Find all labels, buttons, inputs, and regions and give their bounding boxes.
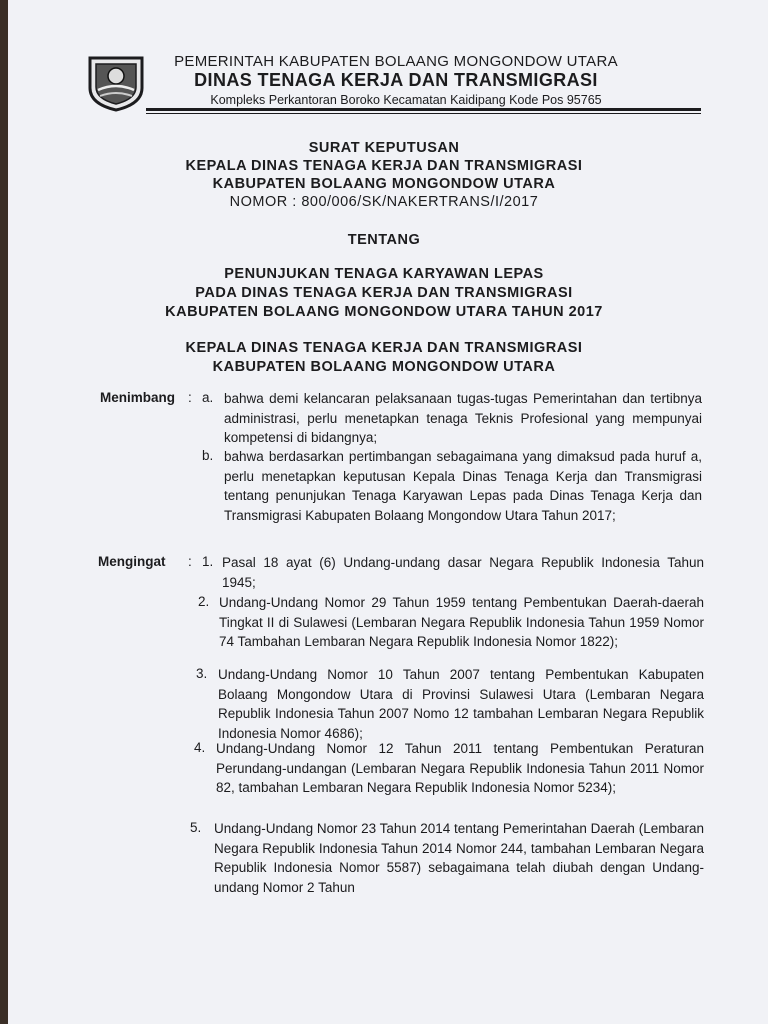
subject-line-3: KABUPATEN BOLAANG MONGONDOW UTARA TAHUN 2017 [165,304,603,320]
decree-title: SURAT KEPUTUSAN [308,140,460,156]
subject-line-2: PADA DINAS TENAGA KERJA DAN TRANSMIGRASI [195,285,573,301]
mengingat-item: Undang-Undang Nomor 12 Tahun 2011 tentang Pembentukan Peraturan Perundang-undangan (Lembaran Negara Republik Indonesia Tahun 2011 Nomor 82, tambahan Lembaran Negara Republik Indonesia Nomor 5234); [216,741,704,795]
mengingat-colon: : [188,554,192,569]
official-title-1: KEPALA DINAS TENAGA KERJA DAN TRANSMIGRASI [185,340,583,356]
menimbang-item: bahwa demi kelancaran pelaksanaan tugas-tugas Pemerintahan dan tertibnya administrasi, perlu menetapkan tenaga Teknis Profesional yang mempunyai kompetensi di bidangnya; [224,391,702,445]
mengingat-item: Undang-Undang Nomor 29 Tahun 1959 tentang Pembentukan Daerah-daerah Tingkat II di Sulawesi (Lembaran Negara Republik Indonesia Tahun 1959 Nomor 74 Tambahan Lembaran Negara Republik Indonesia Nomor 1822); [219,595,704,649]
decree-regency: KABUPATEN BOLAANG MONGONDOW UTARA [212,176,556,192]
decree-number: NOMOR : 800/006/SK/NAKERTRANS/I/2017 [229,194,539,210]
header-agency: DINAS TENAGA KERJA DAN TRANSMIGRASI [194,70,598,90]
header-rule-thin [146,113,701,114]
menimbang-marker: a. [202,390,214,405]
menimbang-colon: : [188,390,192,405]
header-address: Kompleks Perkantoran Boroko Kecamatan Kaidipang Kode Pos 95765 [210,93,602,107]
header-government: PEMERINTAH KABUPATEN BOLAANG MONGONDOW UTARA [174,53,618,70]
mengingat-item: Undang-Undang Nomor 23 Tahun 2014 tentang Pemerintahan Daerah (Lembaran Negara Republik Indonesia Tahun 2014 Nomor 244, tambahan Lembaran Negara Republik Indonesia Nomor 5587) sebagaimana telah diubah dengan Undang-undang Nomor 2 Tahun [214,821,704,895]
decree-issuer: KEPALA DINAS TENAGA KERJA DAN TRANSMIGRASI [185,158,583,174]
mengingat-item: Undang-Undang Nomor 10 Tahun 2007 tentang Pembentukan Kabupaten Bolaang Mongondow Utara di Provinsi Sulawesi Utara (Lembaran Negara Republik Indonesia Tahun 2007 Nomo 12 tambahan Lembaran Negara Republik Indonesia Nomor 4686); [218,667,704,741]
mengingat-marker: 3. [196,666,208,681]
tentang-heading: TENTANG [347,232,421,248]
menimbang-label: Menimbang [100,390,176,405]
menimbang-marker: b. [202,448,214,463]
mengingat-marker: 1. [202,554,214,569]
mengingat-item: Pasal 18 ayat (6) Undang-undang dasar Negara Republik Indonesia Tahun 1945; [222,555,704,590]
mengingat-marker: 5. [190,820,202,835]
mengingat-label: Mengingat [98,554,166,569]
official-title-2: KABUPATEN BOLAANG MONGONDOW UTARA [212,359,556,375]
header-rule-thick [146,108,701,111]
subject-line-1: PENUNJUKAN TENAGA KARYAWAN LEPAS [224,266,544,282]
menimbang-item: bahwa berdasarkan pertimbangan sebagaimana yang dimaksud pada huruf a, perlu menetapkan keputusan Kepala Dinas Tenaga Kerja dan Transmigrasi tentang penunjukan Tenaga Karyawan Lepas pada Dinas Tenaga Kerja dan Transmigrasi Kabupaten Bolaang Mongondow Utara Tahun 2017; [224,449,702,523]
mengingat-marker: 2. [198,594,210,609]
mengingat-marker: 4. [194,740,206,755]
